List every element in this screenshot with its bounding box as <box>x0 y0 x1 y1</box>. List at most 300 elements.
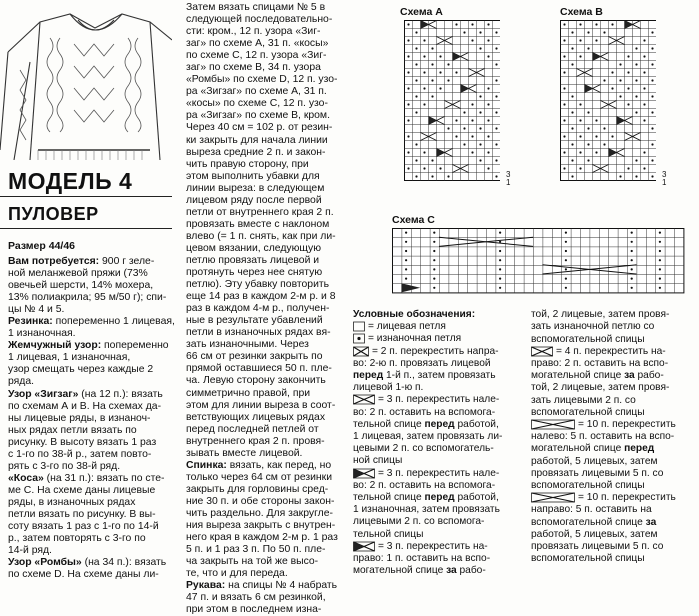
text-line <box>8 545 178 557</box>
legend-run: вспомогательной спице <box>531 516 643 528</box>
legend-line <box>531 358 691 370</box>
purl-stitch <box>571 95 573 97</box>
legend-line <box>353 370 523 382</box>
text-line <box>186 424 346 436</box>
text-run: цы № 4 и 5. <box>8 304 65 316</box>
purl-stitch <box>463 143 465 145</box>
purl-stitch <box>635 95 637 97</box>
text-line <box>186 279 346 291</box>
legend-symbol-dot <box>353 333 365 344</box>
legend-line <box>531 553 691 565</box>
legend-line <box>531 395 691 407</box>
text-line <box>186 508 346 520</box>
text-line <box>186 592 346 604</box>
purl-stitch <box>595 119 597 121</box>
text-line <box>186 436 346 448</box>
text-line <box>186 147 346 159</box>
text-run: внутреннего края 2 п. провя- <box>186 435 325 447</box>
legend-run: = изнаночная петля <box>368 333 462 345</box>
text-run: провязать вместе с наклоном <box>186 218 330 230</box>
purl-stitch <box>619 79 621 81</box>
legend-symbol-cross3r <box>353 541 375 552</box>
text-run: с 1-го по 38-й р., затем повто- <box>8 448 152 460</box>
chart-a <box>404 20 500 184</box>
legend-line <box>531 346 691 358</box>
legend-run: 1 лицевая, затем провязать ли- <box>353 431 503 443</box>
model-subtitle: ПУЛОВЕР <box>8 204 99 224</box>
legend-run: рабо- <box>456 565 486 577</box>
text-run: раз в каждом 4-м р., получен- <box>186 303 330 315</box>
text-run: соту вязать 1 раз с 1-го по 14-й <box>8 521 159 533</box>
purl-stitch <box>659 259 661 261</box>
purl-stitch <box>405 278 407 280</box>
legend-line <box>353 394 523 406</box>
text-line <box>186 50 346 62</box>
text-run: ной меланжевой пряжи (73% <box>8 268 148 280</box>
legend-run: рабо- <box>634 370 664 382</box>
purl-stitch <box>495 159 497 161</box>
text-line <box>186 74 346 86</box>
chart-b <box>560 20 656 184</box>
legend-bold: за <box>621 370 635 382</box>
legend-run: могательной спице <box>531 443 622 455</box>
purl-stitch <box>495 175 497 177</box>
text-line <box>8 401 178 413</box>
text-run: по схеме D. На схеме даны ли- <box>8 569 159 581</box>
text-run: Через 40 см = 102 р. от резин- <box>186 122 333 134</box>
text-run: попеременно <box>101 340 169 352</box>
legend-run: лицевой 1-ю п. <box>353 382 424 394</box>
purl-stitch <box>423 151 425 153</box>
purl-stitch <box>563 39 565 41</box>
text-line <box>186 388 346 400</box>
text-run: ки закрыть для начала линии <box>186 134 328 146</box>
legend-run: могательной спице <box>353 565 444 577</box>
text-line <box>8 256 178 268</box>
purl-stitch <box>415 175 417 177</box>
text-run: вязать, как перед, но <box>226 459 332 471</box>
legend-bold: перед <box>421 492 455 504</box>
text-line <box>186 568 346 580</box>
legend-line <box>531 431 691 443</box>
purl-stitch <box>571 111 573 113</box>
legend-text <box>353 565 486 577</box>
purl-stitch <box>627 55 629 57</box>
purl-stitch <box>407 119 409 121</box>
legend-run: право: 2 п. оставить на вспо- <box>531 358 669 370</box>
materials-column <box>8 256 178 581</box>
text-line <box>186 183 346 195</box>
legend-run: тельной спице <box>353 492 422 504</box>
purl-stitch <box>579 23 581 25</box>
purl-stitch <box>433 287 435 289</box>
sweater-illustration <box>0 0 172 160</box>
purl-stitch <box>651 63 653 65</box>
text-line <box>8 569 178 581</box>
purl-stitch <box>431 47 433 49</box>
purl-stitch <box>487 23 489 25</box>
legend-line <box>531 468 691 480</box>
legend-bold: за <box>443 565 457 577</box>
text-line <box>186 604 346 616</box>
purl-stitch <box>627 167 629 169</box>
legend-symbol-cross10b <box>531 492 575 503</box>
purl-stitch <box>487 55 489 57</box>
legend-line <box>531 492 691 504</box>
purl-stitch <box>463 111 465 113</box>
text-run: ча. Левую сторону закончить <box>186 375 326 387</box>
purl-stitch <box>405 259 407 261</box>
legend-line <box>531 321 691 333</box>
purl-stitch <box>405 232 407 234</box>
purl-stitch <box>433 241 435 243</box>
legend-text <box>531 370 664 382</box>
text-line <box>8 461 178 473</box>
purl-stitch <box>611 87 613 89</box>
text-run: закрыть для горловины сред- <box>186 483 329 495</box>
text-run: зать изнаночными. Через <box>186 339 309 351</box>
purl-stitch <box>415 159 417 161</box>
legend-text <box>378 468 499 480</box>
purl-stitch <box>579 119 581 121</box>
text-run: 66 см от резинки закрыть по <box>186 351 323 363</box>
chart-a-row-3: 3 <box>506 170 511 179</box>
text-run: лицевом ряду после первой <box>186 194 322 206</box>
purl-stitch <box>571 63 573 65</box>
text-run: ра «Зигзаг» по схеме А, 31 п. <box>186 86 327 98</box>
purl-stitch <box>627 71 629 73</box>
purl-stitch <box>405 241 407 243</box>
text-line <box>8 364 178 376</box>
legend-bold: перед <box>621 443 655 455</box>
text-run: перед последней петлей от <box>186 423 319 435</box>
purl-stitch <box>431 63 433 65</box>
purl-stitch <box>479 159 481 161</box>
purl-stitch <box>415 31 417 33</box>
legend-line <box>531 407 691 419</box>
legend-line <box>531 504 691 516</box>
text-line <box>186 412 346 424</box>
legend-run: вспомогательной спицы <box>531 480 645 492</box>
text-run: «косы» по схеме С, 12 п. узо- <box>186 98 328 110</box>
purl-stitch <box>563 103 565 105</box>
text-run: (на 12 п.): вязать <box>78 388 163 400</box>
purl-stitch <box>479 47 481 49</box>
legend-text <box>353 382 423 394</box>
purl-stitch <box>407 87 409 89</box>
purl-stitch <box>631 250 633 252</box>
purl-stitch <box>471 119 473 121</box>
legend-line <box>353 516 523 528</box>
text-line <box>186 327 346 339</box>
legend-line <box>353 346 523 358</box>
purl-stitch <box>447 175 449 177</box>
purl-stitch <box>571 175 573 177</box>
text-line <box>8 413 178 425</box>
purl-stitch <box>571 143 573 145</box>
purl-stitch <box>499 259 501 261</box>
purl-stitch <box>407 135 409 137</box>
text-run: влево (= 1 п. снять, как при ли- <box>186 230 336 242</box>
text-run: р., затем повторять с 3-го по <box>8 533 146 545</box>
purl-stitch <box>415 143 417 145</box>
text-line <box>186 291 346 303</box>
purl-stitch <box>563 167 565 169</box>
legend-bold: перед <box>421 418 455 430</box>
purl-stitch <box>643 55 645 57</box>
chart-c <box>392 228 688 294</box>
text-line <box>8 533 178 545</box>
text-line <box>186 448 346 460</box>
legend-line <box>531 529 691 541</box>
legend-text <box>531 395 636 407</box>
legend-run: той, 2 лицевые, затем провя- <box>531 309 670 321</box>
legend-run: = 10 п. перекрестить <box>578 419 676 431</box>
purl-stitch <box>407 103 409 105</box>
legend-bold: за <box>642 516 657 528</box>
legend-run: лицевыми 2 п. со вспомога- <box>353 516 485 528</box>
purl-stitch <box>479 95 481 97</box>
purl-stitch <box>635 159 637 161</box>
text-line <box>186 315 346 327</box>
purl-stitch <box>471 39 473 41</box>
legend-text <box>531 456 658 468</box>
purl-stitch <box>651 111 653 113</box>
text-line <box>186 460 346 472</box>
purl-stitch <box>631 259 633 261</box>
purl-stitch <box>643 71 645 73</box>
purl-stitch <box>407 71 409 73</box>
purl-stitch <box>571 159 573 161</box>
legend-run: во: 2-ю п. провязать лицевой <box>353 357 491 369</box>
purl-stitch <box>635 111 637 113</box>
legend-text <box>531 529 658 541</box>
legend-text <box>353 419 499 431</box>
purl-stitch <box>651 143 653 145</box>
purl-stitch <box>631 287 633 289</box>
text-line <box>186 520 346 532</box>
purl-stitch <box>635 79 637 81</box>
purl-stitch <box>479 143 481 145</box>
text-run: ние 30 п. и обе стороны закон- <box>186 495 335 507</box>
purl-stitch <box>643 167 645 169</box>
purl-stitch <box>495 127 497 129</box>
purl-stitch <box>495 95 497 97</box>
text-run: прямой оставшиеся 50 п. пле- <box>186 363 332 375</box>
text-run: петли от внутреннего края 2 п. <box>186 206 334 218</box>
text-bold: Жемчужный узор: <box>8 340 102 352</box>
legend-line <box>531 456 691 468</box>
text-run: только через 64 см от резинки <box>186 471 333 483</box>
text-bold: «Коса» <box>8 472 44 484</box>
purl-stitch <box>587 143 589 145</box>
text-line <box>186 339 346 351</box>
purl-stitch <box>587 159 589 161</box>
purl-stitch <box>563 23 565 25</box>
purl-stitch <box>433 250 435 252</box>
text-run: ния выреза закрыть с внутрен- <box>186 520 336 532</box>
purl-stitch <box>499 250 501 252</box>
text-run: ные в результате убавлений <box>186 315 323 327</box>
purl-stitch <box>487 39 489 41</box>
purl-stitch <box>495 79 497 81</box>
purl-stitch <box>415 47 417 49</box>
text-line <box>8 340 178 352</box>
text-run: 5 п. и 1 раз 3 п. По 50 п. пле- <box>186 544 326 556</box>
purl-stitch <box>499 287 501 289</box>
legend-run: налево: 5 п. оставить на вспо- <box>531 431 675 443</box>
text-bold: Вам потребуется: <box>8 256 100 267</box>
purl-stitch <box>455 71 457 73</box>
text-line <box>186 159 346 171</box>
purl-stitch <box>447 79 449 81</box>
model-title: МОДЕЛЬ 4 <box>8 168 133 194</box>
legend-text <box>368 321 446 333</box>
purl-stitch <box>579 135 581 137</box>
purl-stitch <box>439 87 441 89</box>
purl-stitch <box>631 268 633 270</box>
legend-run: тельной спицы <box>353 528 424 540</box>
text-line <box>186 580 346 592</box>
purl-stitch <box>651 127 653 129</box>
purl-stitch <box>587 47 589 49</box>
purl-stitch <box>495 111 497 113</box>
purl-stitch <box>433 278 435 280</box>
legend-run: вспомогательной спицы <box>531 333 645 345</box>
purl-stitch <box>487 151 489 153</box>
legend-line <box>353 529 523 541</box>
text-line <box>8 437 178 449</box>
text-line <box>186 351 346 363</box>
subtitle-rule <box>0 228 172 229</box>
purl-stitch <box>423 39 425 41</box>
text-line <box>8 521 178 533</box>
purl-stitch <box>579 167 581 169</box>
purl-stitch <box>499 268 501 270</box>
legend-line <box>531 370 691 382</box>
legend-run: 1 изнаночная, затем провязать <box>353 504 500 516</box>
purl-stitch <box>495 63 497 65</box>
purl-stitch <box>603 143 605 145</box>
text-line <box>186 207 346 219</box>
chart-b-row-1: 1 <box>662 178 667 187</box>
legend-run: работой, <box>454 418 499 430</box>
text-line <box>8 497 178 509</box>
text-run: петли вязать по рисунку. В вы- <box>8 508 156 520</box>
legend-symbol-cross2 <box>353 346 369 357</box>
text-line <box>186 62 346 74</box>
purl-stitch <box>603 127 605 129</box>
legend-text <box>531 309 669 321</box>
legend-run: могательной спице <box>531 370 622 382</box>
purl-stitch <box>463 127 465 129</box>
chart-c-label: Схема С <box>392 214 435 226</box>
purl-stitch <box>563 71 565 73</box>
legend-text <box>531 334 645 346</box>
legend-line <box>353 541 523 553</box>
purl-stitch <box>643 87 645 89</box>
text-line <box>186 472 346 484</box>
legend-line <box>353 333 523 345</box>
purl-stitch <box>651 79 653 81</box>
legend-heading: Условные обозначения: <box>353 309 476 320</box>
text-run: заг» по схеме В, 34 п. узора <box>186 62 321 74</box>
text-line <box>186 556 346 568</box>
legend-run: вспомогательной спицы <box>531 553 645 565</box>
text-run: 47 п. и вязать 6 см резинкой, <box>186 592 326 604</box>
text-line <box>186 532 346 544</box>
text-bold: Узор «Ромбы» <box>8 557 82 569</box>
purl-stitch <box>433 259 435 261</box>
text-run: цевом вязании, следующую <box>186 242 322 254</box>
text-line <box>8 557 178 569</box>
legend-text <box>368 333 461 345</box>
purl-stitch <box>447 63 449 65</box>
purl-stitch <box>643 103 645 105</box>
purl-stitch <box>651 95 653 97</box>
text-bold: Узор «Зигзаг» <box>8 388 79 400</box>
text-line <box>186 400 346 412</box>
purl-stitch <box>499 241 501 243</box>
legend-text <box>372 346 499 358</box>
purl-stitch <box>471 103 473 105</box>
legend-run: = 3 п. перекрестить нале- <box>378 394 500 406</box>
purl-stitch <box>423 71 425 73</box>
purl-stitch <box>415 95 417 97</box>
legend-line <box>353 407 523 419</box>
text-run: (на 34 п.): вязать <box>81 557 167 569</box>
purl-stitch <box>565 241 567 243</box>
purl-stitch <box>423 103 425 105</box>
purl-stitch <box>433 232 435 234</box>
legend-text <box>531 541 663 553</box>
purl-stitch <box>595 23 597 25</box>
purl-stitch <box>423 87 425 89</box>
legend-run: цевыми 2 п. со вспомогатель- <box>353 443 494 455</box>
text-line <box>186 496 346 508</box>
legend-line <box>353 321 523 333</box>
legend-text <box>353 358 491 370</box>
text-run: ча закрыть на той же высо- <box>186 556 319 568</box>
legend-text <box>531 321 654 333</box>
text-bold: Рукава: <box>186 580 226 592</box>
purl-stitch <box>579 151 581 153</box>
legend-text <box>556 346 666 358</box>
legend-line <box>531 480 691 492</box>
text-run: линии выреза: в следующем <box>186 182 325 194</box>
purl-stitch <box>619 95 621 97</box>
purl-stitch <box>595 151 597 153</box>
purl-stitch <box>431 159 433 161</box>
purl-stitch <box>631 278 633 280</box>
legend-text <box>353 455 402 467</box>
legend-text <box>531 517 656 529</box>
legend-line <box>531 382 691 394</box>
purl-stitch <box>407 23 409 25</box>
purl-stitch <box>407 151 409 153</box>
purl-stitch <box>495 143 497 145</box>
text-line <box>8 268 178 280</box>
purl-stitch <box>603 79 605 81</box>
purl-stitch <box>471 135 473 137</box>
legend-line <box>353 431 523 443</box>
text-run: зывать вместе лицевой. <box>186 447 303 459</box>
legend-text <box>578 419 676 431</box>
legend-run: 1-й п., затем провязать <box>383 370 496 382</box>
purl-stitch <box>439 55 441 57</box>
purl-stitch <box>439 71 441 73</box>
legend-line <box>353 553 523 565</box>
